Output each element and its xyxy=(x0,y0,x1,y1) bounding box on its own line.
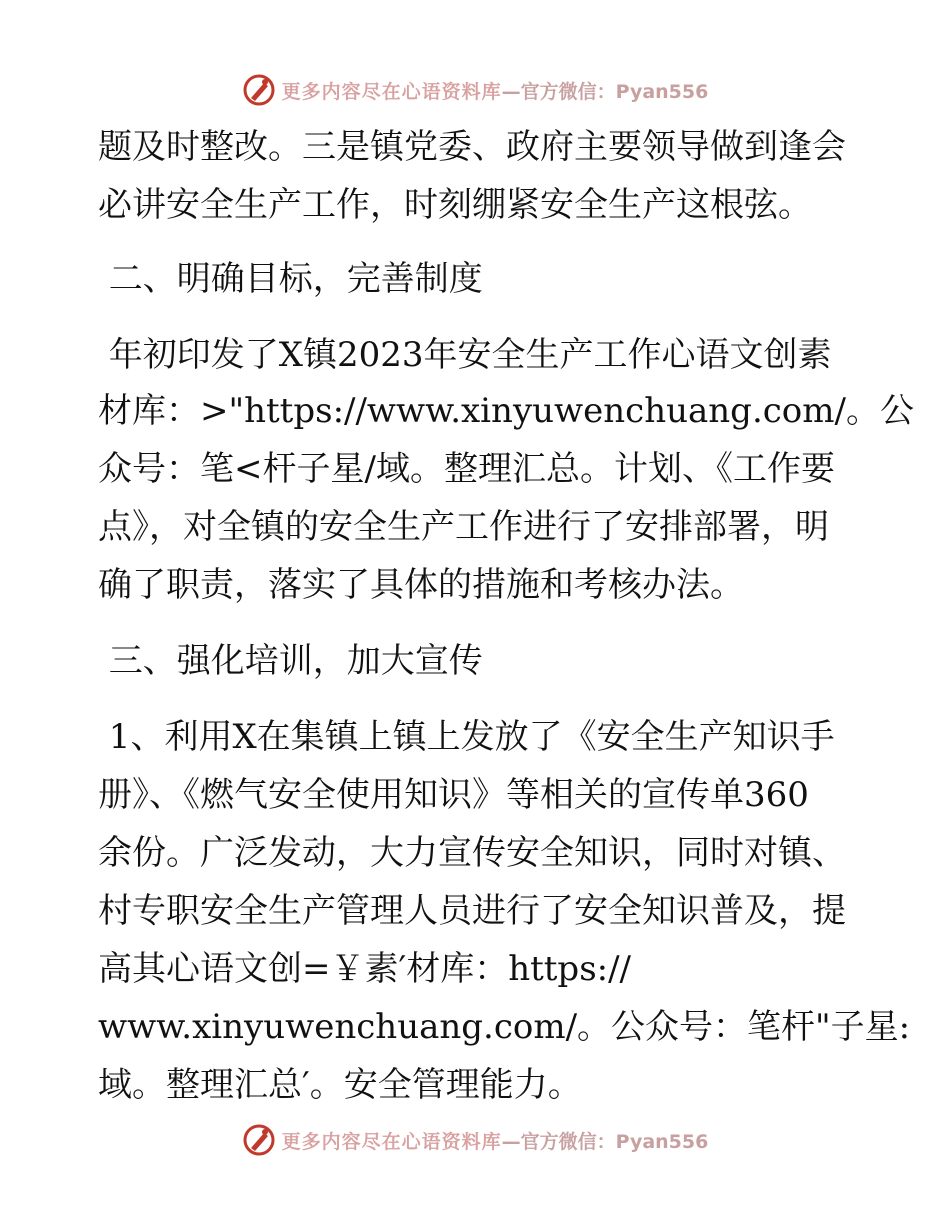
watermark-contact: —官方微信：Pyan556 xyxy=(501,1130,709,1153)
section-heading-2: 二、明确目标，完善制度 xyxy=(98,259,483,299)
body-line: 确了职责，落实了具体的措施和考核办法。 xyxy=(98,565,744,605)
body-line: 村专职安全生产管理人员进行了安全知识普及，提 xyxy=(98,891,846,931)
body-line: 高其心语文创=￥素′材库：https:// xyxy=(98,949,632,989)
watermark-brand: 更多内容尽在心语资料库 xyxy=(281,80,502,103)
header-watermark xyxy=(0,70,950,110)
body-line: www.xinyuwenchuang.com/。公众号：笔杆"子星: xyxy=(98,1007,911,1047)
body-line: 册》、《燃气安全使用知识》等相关的宣传单360 xyxy=(98,775,809,815)
section-heading-3: 三、强化培训，加大宣传 xyxy=(98,641,483,681)
body-line: 1、利用X在集镇上镇上发放了《安全生产知识手 xyxy=(98,717,835,757)
watermark-brand: 更多内容尽在心语资料库 xyxy=(281,1130,502,1153)
body-line: 必讲安全生产工作，时刻绷紧安全生产这根弦。 xyxy=(98,185,812,225)
logo-pen-icon xyxy=(242,73,276,107)
footer-watermark xyxy=(0,1120,950,1160)
watermark-contact: —官方微信：Pyan556 xyxy=(501,80,709,103)
body-line: 材库：>"https://www.xinyuwenchuang.com/。公 xyxy=(98,391,914,431)
body-line: 众号：笔<杆子星/域。整理汇总。计划、《工作要 xyxy=(98,449,835,489)
body-line: 题及时整改。三是镇党委、政府主要领导做到逢会 xyxy=(98,127,846,167)
body-line: 点》，对全镇的安全生产工作进行了安排部署，明 xyxy=(98,507,829,547)
logo-pen-icon xyxy=(242,1123,276,1157)
body-line: 余份。广泛发动，大力宣传安全知识，同时对镇、 xyxy=(98,833,846,873)
body-line: 年初印发了X镇2023年安全生产工作心语文创素 xyxy=(98,335,832,375)
body-line: 域。整理汇总′。安全管理能力。 xyxy=(98,1065,582,1105)
